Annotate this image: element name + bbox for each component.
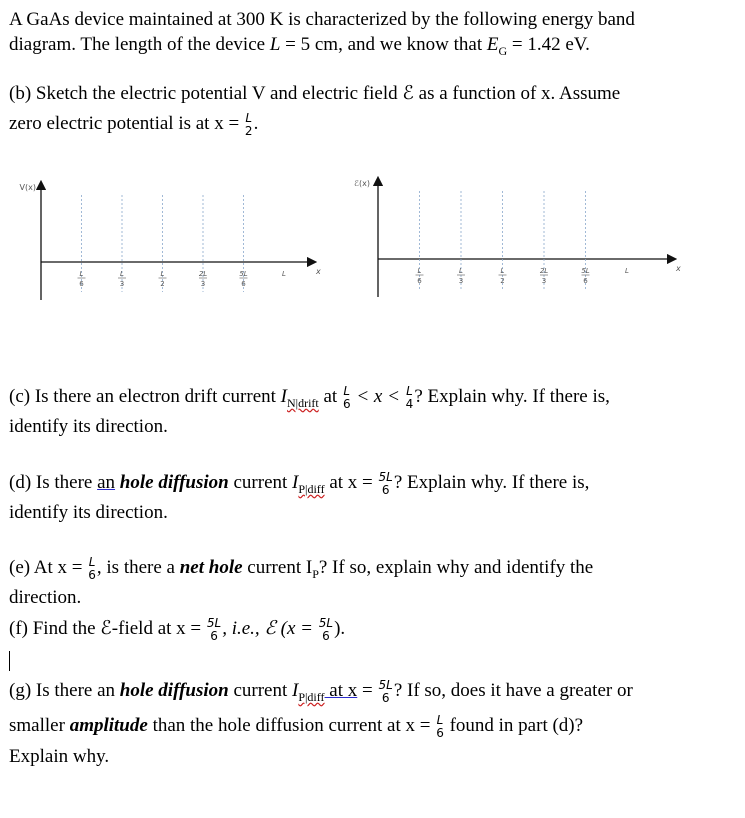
part-b-line-2: zero electric potential is at x = L 2 . [9,110,259,138]
tick-label-numerator: 5L [581,267,590,275]
fraction: 5L 6 [378,469,393,497]
tick-label-numerator: L [282,270,286,278]
tick-label-denominator: 6 [241,280,246,288]
tick-label-numerator: L [160,270,165,278]
fraction: L 4 [405,383,414,411]
tick-label-numerator: L [79,270,84,278]
fraction: 5L 6 [378,677,393,705]
intro-line-2: diagram. The length of the device L = 5 cm, and we know that $E_G = 1.42$ eV. [9,34,590,58]
fraction: L 6 [436,712,444,740]
tick-label-numerator: L [625,267,629,275]
part-b-line-1: (b) Sketch the electric potential V and electric field ℰ as a function of x. Assume [9,83,621,104]
part-c-line-1: (c) Is there an electron drift current $I_{N|drift}$ at L 6 < x < L 4 ? Explain why. If there is, [9,383,610,411]
fraction: 5L 6 [318,615,334,643]
text-cursor [9,651,10,671]
x-axis-label: x [316,267,321,276]
left-graph-v-of-x [20,183,321,300]
tick-label-numerator: L [459,267,463,275]
part-g-line-3: Explain why. [9,746,110,767]
part-d-line-2: identify its direction. [9,502,168,523]
part-f-line-1: (f) Find the ℰ-field at x = 5L 6 , i.e., ℰ (x = 5L 6 ). [9,615,346,643]
y-axis-label: ℰ(x) [354,179,370,188]
x-axis-label: x [676,264,681,273]
graphs-figure [0,175,745,375]
tick-label-numerator: L [500,267,505,275]
tick-label-denominator: 3 [458,277,464,285]
tick-label-denominator: 3 [200,280,206,288]
tick-label-denominator: 3 [119,280,125,288]
fraction: 5L 6 [206,615,222,643]
tick-label-numerator: 2L [539,267,549,275]
part-g-line-1: (g) Is there an hole diffusion current $I_{P|diff}$ at x = 5L 6 ? If so, does it have a greater or [9,677,633,705]
intro-line-1: A GaAs device maintained at 300 K is characterized by the following energy band [9,9,635,30]
tick-label-numerator: L [417,267,422,275]
right-graph-e-field [354,179,681,297]
y-axis-label: V(x) [19,183,36,192]
part-e-line-1: (e) At x = L 6 , is there a net hole current $I_P$? If so, explain why and identify the [9,554,594,582]
tick-label-denominator: 6 [79,280,84,288]
tick-label-numerator: L [120,270,124,278]
tick-label-denominator: 3 [541,277,547,285]
part-g-line-2: smaller amplitude than the hole diffusion current at x = L 6 found in part (d)? [9,712,584,740]
tick-label-denominator: 6 [417,277,422,285]
fraction: L 2 [244,110,253,138]
tick-label-denominator: 2 [500,277,505,285]
part-e-line-2: direction. [9,587,82,608]
part-c-line-2: identify its direction. [9,416,168,437]
tick-label-denominator: 2 [160,280,165,288]
part-d-line-1: (d) Is there an hole diffusion current $I_{P|diff}$ at x = 5L 6 ? Explain why. If there is, [9,469,590,497]
fraction: L 6 [342,383,351,411]
fraction: L 6 [88,554,96,582]
tick-label-numerator: 2L [198,270,208,278]
tick-label-numerator: 5L [239,270,248,278]
tick-label-denominator: 6 [583,277,588,285]
